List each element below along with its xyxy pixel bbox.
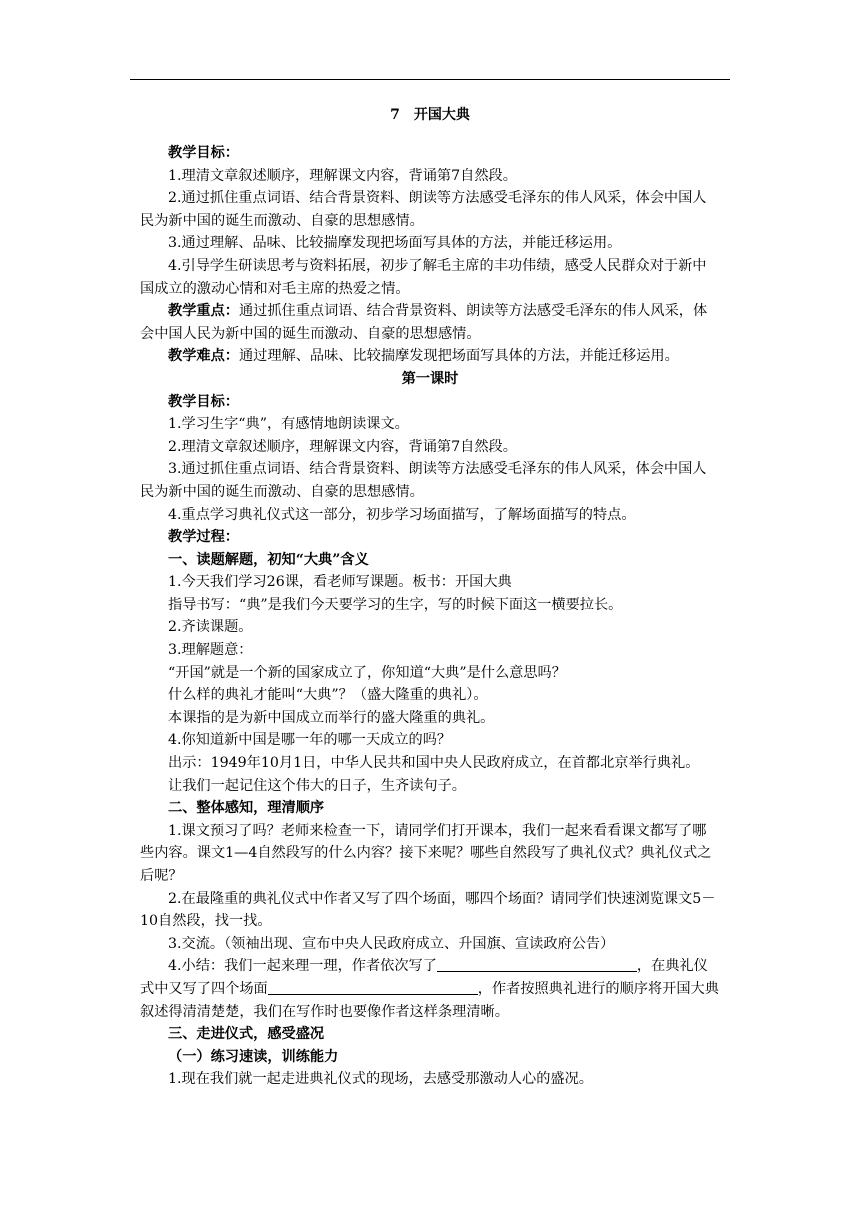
lesson-goal-item: 3.通过抓住重点词语、结合背景资料、朗读等方法感受毛泽东的伟人风采，体会中国人民为新中国的诞生而激动、自豪的思想感情。 xyxy=(140,461,707,500)
difficulty-text: 通过理解、品味、比较揣摩发现把场面写具体的方法，并能迁移运用。 xyxy=(238,348,679,365)
goal-item: 4.引导学生研读思考与资料拓展，初步了解毛主席的丰功伟绩，感受人民群众对于新中国成立的激动心情和对毛主席的热爱之情。 xyxy=(140,257,707,297)
fill-blank-1[interactable] xyxy=(437,957,637,972)
section-heading: 三、走进仪式，感受盛况 xyxy=(168,1026,325,1043)
key-point-text: 通过抓住重点词语、结合背景资料、朗读等方法感受毛泽东的伟人风采，体会中国人民为新中国的诞生而激动、自豪的思想感情。 xyxy=(140,303,708,342)
section-line: 1.现在我们就一起走进典礼仪式的现场，去感受那激动人心的盛况。 xyxy=(168,1071,593,1088)
section-line: 什么样的典礼才能叫“大典”？（盛大隆重的典礼）。 xyxy=(168,687,488,704)
difficulty xyxy=(140,345,720,368)
title-number: 7 xyxy=(390,107,400,123)
summary-paragraph xyxy=(140,955,720,1023)
difficulty-heading: 教学难点： xyxy=(168,348,239,365)
fill-blank-2[interactable] xyxy=(268,980,478,995)
key-point xyxy=(140,300,720,345)
section-line: 本课指的是为新中国成立而举行的盛大隆重的典礼。 xyxy=(168,709,495,726)
document-page xyxy=(140,100,720,1091)
page-title xyxy=(140,100,720,130)
lesson-goal-item: 2.理清文章叙述顺序，理解课文内容，背诵第7自然段。 xyxy=(168,438,517,455)
goal-item: 2.通过抓住重点词语、结合背景资料、朗读等方法感受毛泽东的伟人风采，体会中国人民为新中国的诞生而激动、自豪的思想感情。 xyxy=(140,190,707,229)
summary-text-c: ，作者按照典礼进行的顺序将开国大典叙述得清清楚楚，我们在写作时也要像作者这样条理清晰。 xyxy=(140,980,719,1020)
title-text: 开国大典 xyxy=(413,107,470,123)
goals-heading: 教学目标： xyxy=(168,145,239,161)
section-line: “开国”就是一个新的国家成立了，你知道“大典”是什么意思吗？ xyxy=(168,664,566,681)
process-heading: 教学过程： xyxy=(168,529,239,546)
lesson-goal-item: 4.重点学习典礼仪式这一部分，初步学习场面描写，了解场面描写的特点。 xyxy=(168,506,636,523)
section-paragraph: 3.交流。（领袖出现、宣布中央人民政府成立、升国旗、宣读政府公告） xyxy=(168,935,615,952)
summary-text-a: 4.小结：我们一起来理一理，作者依次写了 xyxy=(168,958,437,975)
section-paragraph: 1.课文预习了吗？老师来检查一下，请同学们打开课本，我们一起来看看课文都写了哪些内容。课文1—4自然段写的什么内容？接下来呢？哪些自然段写了典礼仪式？典礼仪式之后呢？ xyxy=(140,822,712,884)
goal-item: 1.理清文章叙述顺序，理解课文内容，背诵第7自然段。 xyxy=(168,167,517,184)
section-heading: 二、整体感知，理清顺序 xyxy=(168,800,325,817)
summary-text-b: ，在典礼仪式中又写了四个场面 xyxy=(140,958,708,997)
section-line: 2.齐读课题。 xyxy=(168,619,253,636)
lesson-goal-item: 1.学习生字“典”，有感情地朗读课文。 xyxy=(168,416,409,433)
lesson-goals-heading: 教学目标： xyxy=(168,393,239,410)
header-rule xyxy=(130,79,730,80)
section-line: 指导书写：“典”是我们今天要学习的生字，写的时候下面这一横要拉长。 xyxy=(168,596,623,613)
section-heading: 一、读题解题，初知“大典”含义 xyxy=(168,551,369,568)
section-line: 4.你知道新中国是哪一年的哪一天成立的吗？ xyxy=(168,732,452,749)
section-line: 出示：1949年10月1日，中华人民共和国中央人民政府成立，在首都北京举行典礼。 xyxy=(168,755,700,772)
section-paragraph: 2.在最隆重的典礼仪式中作者又写了四个场面，哪四个场面？请同学们快速浏览课文5－10自然段，找一找。 xyxy=(140,890,716,930)
section-line: 3.理解题意： xyxy=(168,642,253,659)
key-point-heading: 教学重点： xyxy=(168,303,239,320)
section-line: 1.今天我们学习26课，看老师写课题。板书：开国大典 xyxy=(168,574,512,591)
section-line: 让我们一起记住这个伟大的日子，生齐读句子。 xyxy=(168,777,466,794)
lesson-heading: 第一课时 xyxy=(401,370,459,387)
subsection-heading: （一）练习速读，训练能力 xyxy=(168,1048,339,1065)
goal-item: 3.通过理解、品味、比较揣摩发现把场面写具体的方法，并能迁移运用。 xyxy=(168,235,622,252)
